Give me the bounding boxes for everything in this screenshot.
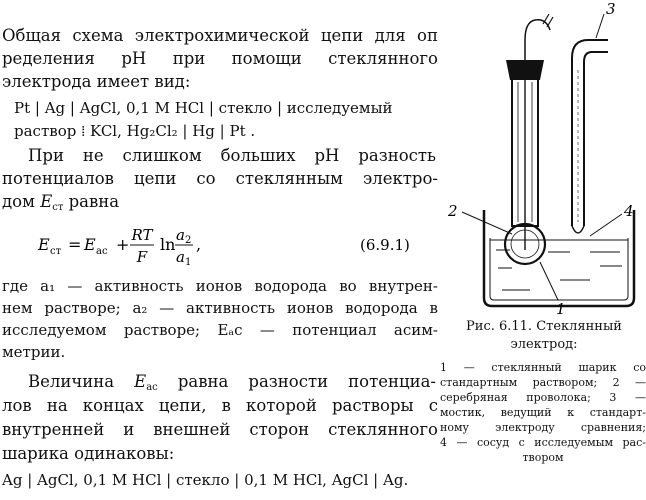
paragraph-line: где a₁ — активность ионов водорода во внутрен- [2, 277, 438, 295]
equation-ln: ln [160, 235, 176, 254]
equation-term: E [84, 235, 96, 254]
paragraph-line: Общая схема электрохимической цепи для оп [2, 26, 438, 45]
figure-legend-line: 1 — стеклянный шарик со [440, 361, 646, 374]
equation-equals: = [68, 235, 82, 254]
equation-svg [4, 222, 434, 272]
cell-scheme-line: Ag | AgCl, 0,1 M HCl | стекло | 0,1 M HCl, AgCl | Ag. [2, 471, 409, 489]
fraction-numerator: RT [131, 226, 153, 244]
label-3: 3 [606, 0, 616, 18]
equation-lhs: E [38, 235, 50, 254]
paragraph-line: ределения pH при помощи стеклянного [2, 49, 438, 68]
figure-caption: Рис. 6.11. Стеклянный [466, 319, 622, 334]
salt-bridge [572, 40, 608, 226]
figure-legend-line: мостик, ведущий к стандарт- [440, 406, 646, 419]
equation-lhs-sub: ст [50, 246, 62, 257]
ratio-numerator-sub: 2 [185, 235, 192, 246]
label-4: 4 [624, 202, 634, 220]
label-1: 1 [556, 300, 566, 318]
paragraph-line: шарика одинаковы: [2, 444, 175, 463]
text-run: равна разности потенциа- [157, 372, 437, 391]
cell-scheme-line: раствор ⁞ KCl, Hg₂Cl₂ | Hg | Pt . [14, 122, 256, 140]
paragraph-line [2, 192, 119, 218]
ratio-denominator: a [176, 248, 185, 266]
figure-legend-line: твором [522, 451, 564, 464]
equation-number: (6.9.1) [360, 236, 410, 254]
silver-wire [525, 20, 550, 60]
leader-line-4 [590, 214, 622, 236]
symbol-e-st: E [40, 192, 53, 211]
fraction-denominator: F [136, 248, 148, 266]
paragraph-line: лов на концах цепи, в которой растворы с [2, 396, 438, 415]
equation-comma: , [196, 235, 202, 254]
equation-plus: + [116, 235, 130, 254]
text-run: дом [2, 192, 41, 211]
symbol-subscript: ас [146, 382, 158, 393]
equation-term-sub: ас [96, 246, 108, 257]
paragraph-line: исследуемом растворе; Eₐc — потенциал асим- [2, 321, 438, 339]
equation-6-9-1 [4, 222, 434, 272]
vessel-inner-wall [490, 238, 628, 300]
paragraph-line: потенциалов цепи со стеклянным электро- [2, 169, 438, 188]
figure-legend-line: 4 — сосуд с исследуемым рас- [440, 436, 646, 449]
text-run: Величина [28, 372, 135, 391]
electrode-drawing [440, 0, 646, 320]
paragraph-line: нем растворе; a₂ — активность ионов водорода в [2, 299, 438, 317]
ratio-numerator: a [176, 226, 185, 244]
electrode-stopper [506, 60, 544, 80]
label-2: 2 [448, 202, 458, 220]
vessel-outline [484, 210, 634, 306]
cell-scheme-line: Pt | Ag | AgCl, 0,1 M HCl | стекло | исследуемый [14, 99, 393, 117]
leader-line-2 [462, 212, 512, 234]
figure-legend-line: ному электроду сравнения; [440, 421, 646, 434]
text-run: равна [63, 192, 120, 211]
figure-legend-line: серебряная проволока; 3 — [440, 391, 646, 404]
symbol-subscript: ст [52, 202, 64, 213]
paragraph-line: электрода имеет вид: [2, 72, 191, 91]
paragraph-line: При не слишком больших pH разность [28, 146, 436, 165]
paragraph-line: внутренней и внешней сторон стеклянного [2, 420, 438, 439]
paragraph-line: метрии. [2, 343, 66, 361]
ratio-denominator-sub: 1 [185, 257, 192, 268]
symbol-e-ac: E [134, 372, 147, 391]
figure-caption: электрод: [510, 337, 578, 352]
paragraph-line [28, 372, 436, 398]
leader-line-3 [596, 14, 604, 38]
leader-line-1 [540, 262, 558, 300]
figure-legend-line: стандартным раствором; 2 — [440, 376, 646, 389]
